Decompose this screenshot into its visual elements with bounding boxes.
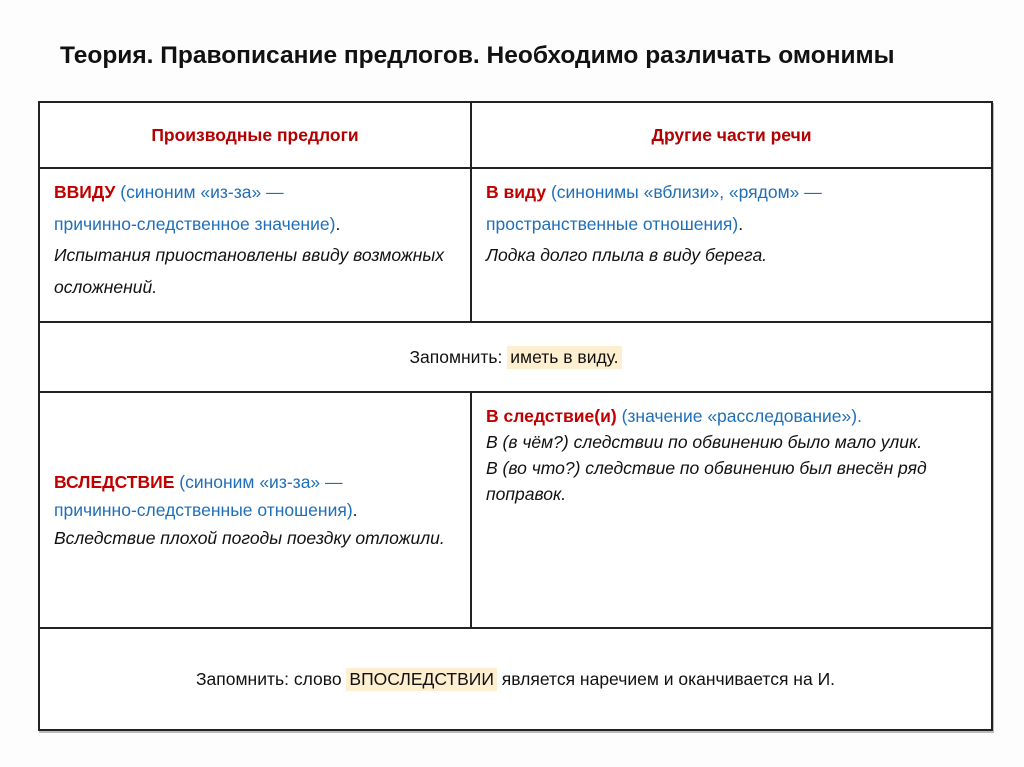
period: . xyxy=(352,500,358,520)
gloss: (синонимы «вблизи», «рядом» — xyxy=(546,182,822,202)
period: . xyxy=(335,213,341,234)
example-1: В (в чём?) следствии по обвинению было мало улик. xyxy=(486,432,923,452)
note-remember-2 xyxy=(40,629,991,729)
example: Испытания приостановлены ввиду возможных осложнений. xyxy=(54,245,444,297)
term-vsledstvie: ВСЛЕДСТВИЕ xyxy=(54,472,175,492)
gloss: (значение «расследование»). xyxy=(616,406,862,426)
homonyms-table xyxy=(38,101,993,731)
example: Вследствие плохой погоды поездку отложили. xyxy=(54,528,445,548)
gloss: пространственные отношения) xyxy=(486,213,739,234)
gloss: (синоним «из-за» — xyxy=(115,182,284,202)
note-remember-1 xyxy=(40,323,991,391)
highlighted-word: ВПОСЛЕДСТВИИ xyxy=(346,668,497,691)
note-prefix: Запомнить: xyxy=(409,346,508,367)
header-derived-prepositions: Производные предлоги xyxy=(151,124,359,145)
note-prefix: Запомнить: слово xyxy=(195,668,347,689)
period: . xyxy=(738,213,744,234)
term-v-sledstvie: В следствие(и) xyxy=(486,406,617,426)
cell-vsledstvie xyxy=(40,393,470,627)
gloss: причинно-следственные отношения) xyxy=(54,500,353,520)
gloss: (синоним «из-за» — xyxy=(174,472,343,492)
header-other-parts-of-speech: Другие части речи xyxy=(651,124,812,145)
gloss: причинно-следственное значение) xyxy=(54,213,336,234)
row-divider xyxy=(40,167,991,169)
example-2: В (во что?) следствие по обвинению был внесён ряд поправок. xyxy=(486,458,927,504)
term-vvidu: ВВИДУ xyxy=(54,182,116,202)
cell-vvidu xyxy=(40,177,470,303)
term-v-vidu: В виду xyxy=(486,182,547,202)
note-suffix: является наречием и оканчивается на И. xyxy=(496,668,836,689)
example: Лодка долго плыла в виду берега. xyxy=(486,245,768,265)
page-title: Теория. Правописание предлогов. Необходимо различать омонимы xyxy=(60,42,895,69)
cell-v-sledstvie xyxy=(472,403,991,507)
highlighted-phrase: иметь в виду. xyxy=(507,346,621,369)
cell-v-vidu xyxy=(472,177,991,272)
